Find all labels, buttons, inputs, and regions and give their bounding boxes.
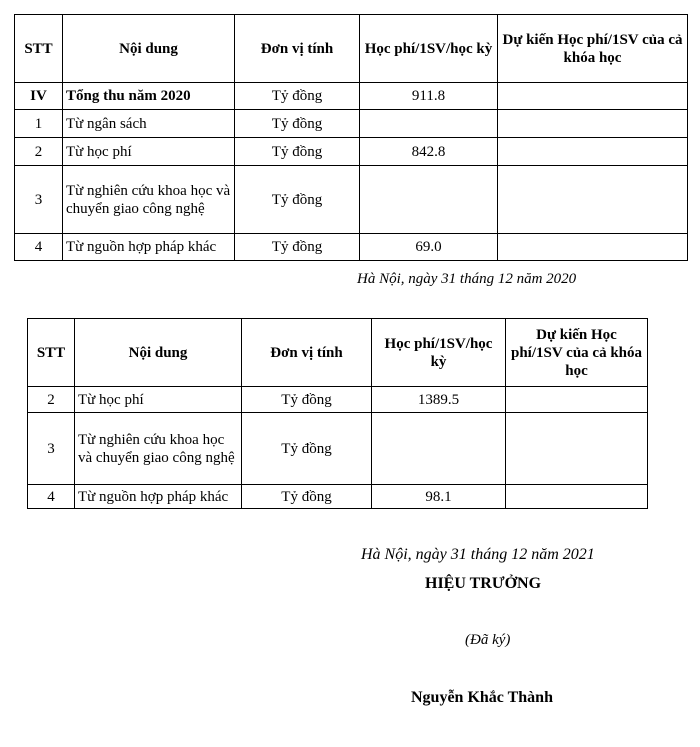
signature-date: Hà Nội, ngày 31 tháng 12 năm 2021 — [361, 546, 595, 563]
header-estimate: Dự kiến Học phí/1SV của cả khóa học — [506, 319, 648, 387]
cell-fee — [360, 166, 498, 234]
cell-estimate — [498, 234, 688, 261]
cell-fee: 842.8 — [360, 138, 498, 166]
date-line-2020: Hà Nội, ngày 31 tháng 12 năm 2020 — [357, 271, 577, 287]
header-fee: Học phí/1SV/học kỳ — [360, 15, 498, 83]
table-header-row — [28, 319, 648, 387]
cell-unit: Tỷ đồng — [235, 234, 360, 261]
cell-estimate — [498, 110, 688, 138]
cell-fee — [372, 413, 506, 485]
cell-stt: 1 — [15, 110, 63, 138]
header-unit: Đơn vị tính — [242, 319, 372, 387]
cell-unit: Tỷ đồng — [242, 387, 372, 413]
cell-content: Từ học phí — [63, 138, 235, 166]
fee-table-2021 — [27, 318, 648, 509]
cell-content: Từ nghiên cứu khoa học và chuyển giao công nghệ — [63, 166, 235, 234]
cell-estimate — [506, 413, 648, 485]
table-row — [28, 387, 648, 413]
cell-content: Từ nguồn hợp pháp khác — [63, 234, 235, 261]
header-content: Nội dung — [75, 319, 242, 387]
header-estimate: Dự kiến Học phí/1SV của cả khóa học — [498, 15, 688, 83]
fee-table-2020 — [14, 14, 688, 261]
header-content: Nội dung — [63, 15, 235, 83]
cell-stt: 2 — [28, 387, 75, 413]
cell-stt: 3 — [28, 413, 75, 485]
cell-stt: 2 — [15, 138, 63, 166]
cell-estimate — [506, 485, 648, 509]
cell-stt: IV — [15, 83, 63, 110]
cell-estimate — [498, 138, 688, 166]
signature-name: Nguyễn Khắc Thành — [411, 689, 553, 706]
cell-unit: Tỷ đồng — [235, 166, 360, 234]
table-row — [28, 413, 648, 485]
cell-unit: Tỷ đồng — [235, 110, 360, 138]
cell-content: Tổng thu năm 2020 — [63, 83, 235, 110]
cell-content: Từ nghiên cứu khoa học và chuyển giao công nghệ — [75, 413, 242, 485]
cell-unit: Tỷ đồng — [242, 485, 372, 509]
cell-stt: 4 — [15, 234, 63, 261]
cell-estimate — [498, 166, 688, 234]
cell-fee: 69.0 — [360, 234, 498, 261]
cell-unit: Tỷ đồng — [235, 138, 360, 166]
signature-title: HIỆU TRƯỞNG — [425, 575, 542, 592]
cell-estimate — [506, 387, 648, 413]
cell-stt: 4 — [28, 485, 75, 509]
signature-signed-note: (Đã ký) — [465, 632, 511, 648]
table-row — [28, 485, 648, 509]
table-row — [15, 166, 688, 234]
table-row — [15, 110, 688, 138]
cell-fee: 911.8 — [360, 83, 498, 110]
cell-content: Từ nguồn hợp pháp khác — [75, 485, 242, 509]
cell-fee: 1389.5 — [372, 387, 506, 413]
cell-unit: Tỷ đồng — [235, 83, 360, 110]
cell-content: Từ ngân sách — [63, 110, 235, 138]
header-stt: STT — [28, 319, 75, 387]
header-unit: Đơn vị tính — [235, 15, 360, 83]
table-row — [15, 234, 688, 261]
cell-unit: Tỷ đồng — [242, 413, 372, 485]
header-fee: Học phí/1SV/học kỳ — [372, 319, 506, 387]
cell-fee: 98.1 — [372, 485, 506, 509]
table-header-row — [15, 15, 688, 83]
table-row — [15, 83, 688, 110]
cell-stt: 3 — [15, 166, 63, 234]
cell-content: Từ học phí — [75, 387, 242, 413]
header-stt: STT — [15, 15, 63, 83]
table-row — [15, 138, 688, 166]
cell-estimate — [498, 83, 688, 110]
cell-fee — [360, 110, 498, 138]
